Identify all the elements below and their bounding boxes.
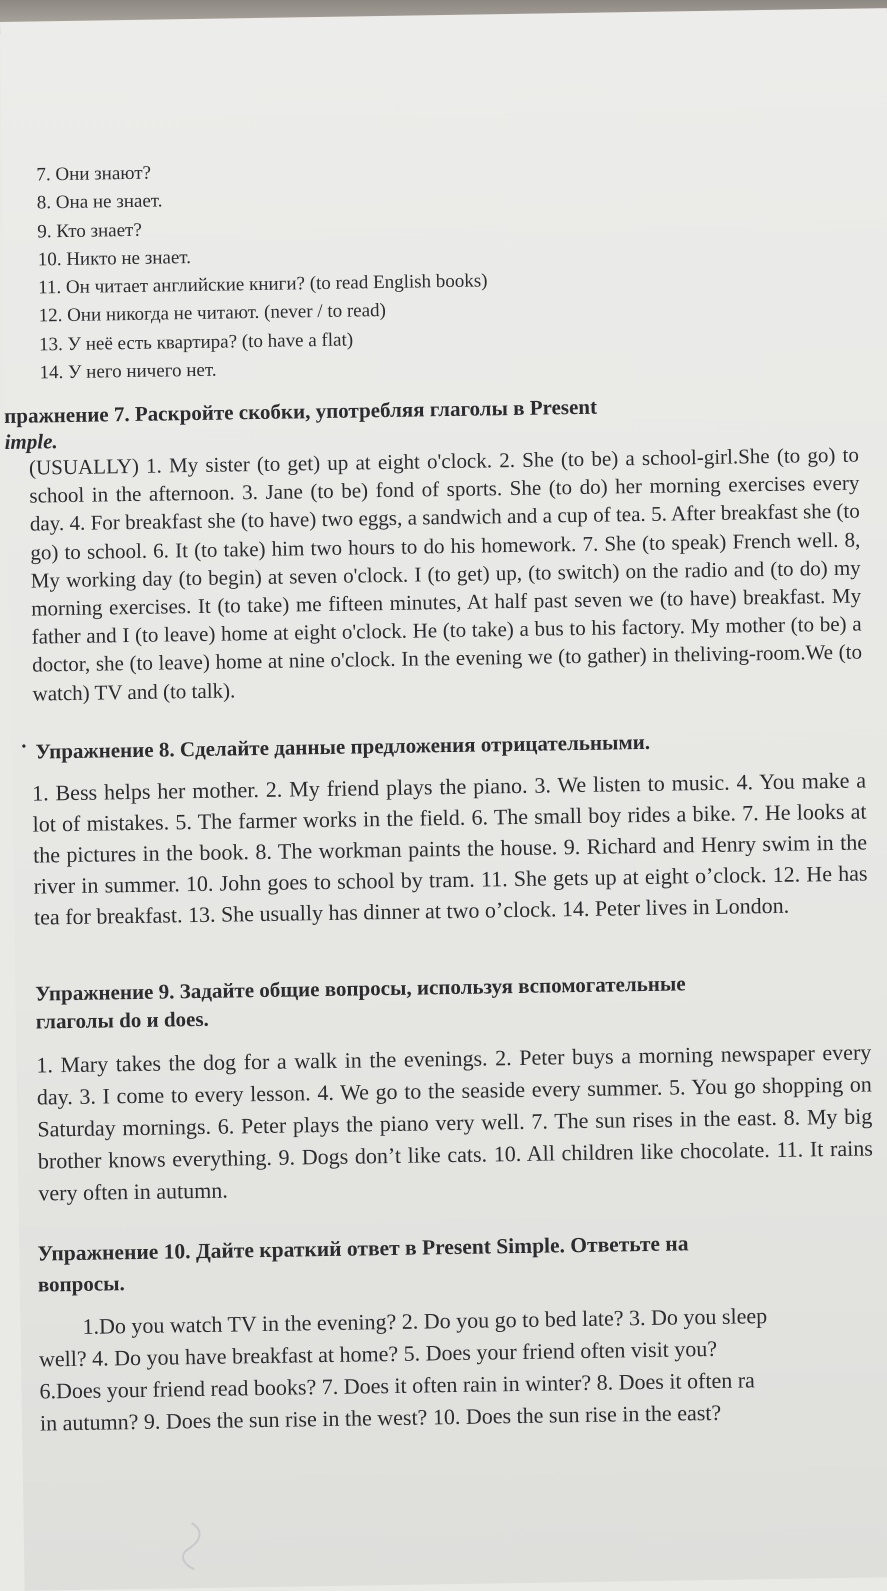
exercise-8-heading: Упражнение 8. Сделайте данные предложения отрицательными.	[35, 729, 651, 764]
list-item: 11. Он читает английские книги? (to read English books)	[38, 270, 488, 299]
exercise-7	[4, 388, 869, 707]
exercise-10-text	[38, 1298, 887, 1440]
list-item: 9. Кто знает?	[37, 219, 142, 243]
exercise-7-heading-cont: imple.	[4, 429, 58, 454]
exercise-9	[35, 966, 874, 1209]
list-item: 14. У него ничего нет.	[39, 359, 217, 384]
exercise-7-heading: пражнение 7. Раскройте скобки, употребляя глаголы в Present	[4, 394, 598, 428]
list-item: 8. Она не знает.	[36, 190, 163, 214]
exercise-9-text: 1. Mary takes the dog for a walk in the evenings. 2. Peter buys a morning newspaper every day. 3. I come to every lesson. 4. We go to the seaside every summer. 5. You go shopping on Saturday mornings. 6. Peter plays the piano very well. 7. The sun rises in the east. 8. My big brother knows everything. 9. Dogs don’t like cats. 10. All children like chocolate. 11. It rains very often in autumn.	[36, 1039, 873, 1206]
pen-scribble-mark	[174, 1519, 215, 1580]
list-item: 10. Никто не знает.	[37, 246, 192, 271]
bullet-icon: •	[21, 739, 27, 755]
list-item: 7. Они знают?	[36, 162, 152, 186]
exercise-10-heading: Упражнение 10. Дайте краткий ответ в Present Simple. Ответьте на	[37, 1231, 689, 1266]
list-item: 13. У неё есть квартира? (to have a flat)	[38, 329, 354, 356]
exercise-7-text: (USUALLY) 1. My sister (to get) up at eight o'clock. 2. She (to be) a school-girl.She (to go) to school in the afternoon. 3. Jane (to be) fond of sports. She (to do) her morning exercises every day. 4. For breakfast she (to have) two eggs, a sandwich and a cup of tea. 5. After breakfast she (to go) to school. 6. It (to take) him two hours to do his homework. 7. She (to speak) French well. 8, My working day (to begin) at seven o'clock. I (to get) up, (to switch) on the radio and (to do) my morning exercises. It (to take) me fifteen minutes, At half past seven we (to have) breakfast. My father and I (to leave) home at eight o'clock. He (to take) a bus to his factory. My mother (to be) a doctor, she (to leave) home at nine o'clock. In the evening we (to gather) in theliving-room.We (to watch) TV and (to talk).	[28, 442, 863, 706]
text-line: in autumn? 9. Does the sun rise in the west? 10. Does the sun rise in the east?	[39, 1399, 722, 1436]
exercise-10-heading-cont: вопросы.	[37, 1271, 125, 1297]
exercise-9-heading: Упражнение 9. Задайте общие вопросы, используя вспомогательные	[35, 971, 686, 1006]
text-line: 6.Does your friend read books? 7. Does it often rain in winter? 8. Does it often ra	[39, 1367, 756, 1404]
exercise-9-heading-cont: глаголы do и does.	[35, 1006, 209, 1034]
exercise-8	[21, 724, 868, 932]
worksheet-page	[0, 8, 887, 1591]
text-line: well? 4. Do you have breakfast at home? 5. Does your friend often visit you?	[38, 1335, 718, 1372]
sentence-list	[36, 154, 489, 387]
list-item: 12. Они никогда не читают. (never / to read)	[38, 300, 387, 327]
exercise-10	[37, 1226, 887, 1440]
text-line: 1.Do you watch TV in the evening? 2. Do you go to bed late? 3. Do you sleep	[82, 1303, 768, 1339]
exercise-8-text: 1. Bess helps her mother. 2. My friend plays the piano. 3. We listen to music. 4. You make a lot of mistakes. 5. The farmer works in the field. 6. The small boy rides a bike. 7. He looks at the pictures in the book. 8. The workman paints the house. 9. Richard and Henry swim in the river in summer. 10. John goes to school by tram. 11. She gets up at eight o’clock. 12. He has tea for breakfast. 13. She usually has dinner at two o’clock. 14. Peter lives in London.	[31, 767, 868, 930]
